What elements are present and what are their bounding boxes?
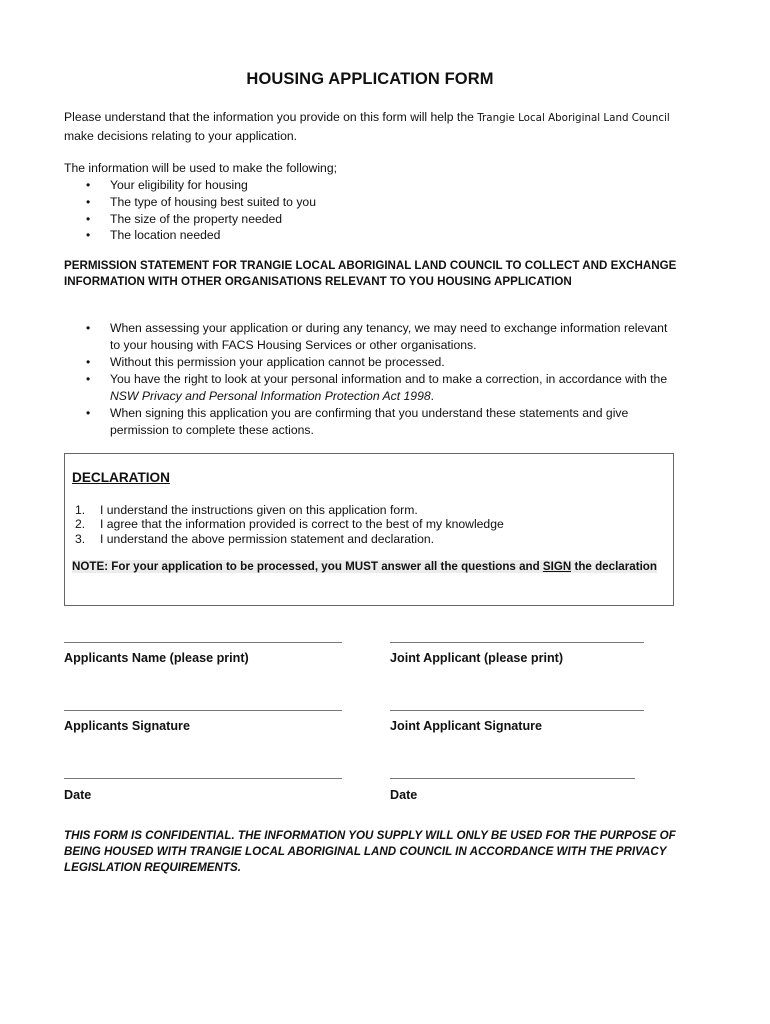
intro-org-name: Trangie Local Aboriginal Land Council [477,112,670,124]
applicant-name-label: Applicants Name (please print) [64,651,249,665]
list-item [64,371,674,405]
list-text: I agree that the information provided is correct to the best of my knowledge [100,517,504,532]
list-text: I understand the instructions given on this application form. [100,503,418,517]
joint-name-label: Joint Applicant (please print) [390,651,564,665]
confidentiality-notice: THIS FORM IS CONFIDENTIAL. THE INFORMATION YOU SUPPLY WILL ONLY BE USED FOR THE PURPOSE OF BEING HOUSED WITH TRANGIE LOCAL ABORIGINAL LAND COUNCIL IN ACCORDANCE WITH THE PRIVACY LEGISLATION REQUIREMENTS. [64,829,676,874]
note-text-1: NOTE: For your application to be processed, you MUST answer all the questions and [72,560,543,573]
applicant-signature-line[interactable] [64,710,342,711]
permission-item3-text-2: . [430,388,435,403]
applicant-date-label: Date [64,788,92,802]
list-item: • The size of the property needed [64,211,674,228]
permission-list [64,320,674,439]
list-item [72,503,662,517]
list-item: • When signing this application you are confirming that you understand these statements and give permission to complete these actions. [64,405,674,439]
list-item [72,532,662,546]
permission-item3-text-1: You have the right to look at your personal information and to make a correction, in accordance with the [110,372,668,387]
declaration-box [64,453,674,606]
applicant-date-line[interactable] [64,778,342,779]
list-item: • The type of housing best suited to you [64,194,674,211]
joint-date-line[interactable] [390,778,635,779]
form-title: HOUSING APPLICATION FORM [246,70,494,88]
joint-signature-line[interactable] [390,710,644,711]
joint-signature-label: Joint Applicant Signature [390,719,543,733]
list-item [72,517,662,531]
list-number: 2. [75,517,86,532]
list-item: • When assessing your application or during any tenancy, we may need to exchange information relevant to your housing with FACS Housing Services or other organisations. [64,320,674,354]
intro-text-1: Please understand that the information you provide on this form will help the [64,110,478,124]
note-sign-word: SIGN [542,560,572,573]
declaration-list [72,503,662,546]
list-item: • Without this permission your application cannot be processed. [64,354,674,371]
permission-heading: PERMISSION STATEMENT FOR TRANGIE LOCAL ABORIGINAL LAND COUNCIL TO COLLECT AND EXCHANGE INFORMATION WITH OTHER ORGANISATIONS RELEVANT TO YOU HOUSING APPLICATION [64,259,677,288]
list-item: • Your eligibility for housing [64,177,674,194]
declaration-title: DECLARATION [72,470,170,485]
privacy-act-name: NSW Privacy and Personal Information Protection Act 1998 [110,388,431,403]
list-text: I understand the above permission statement and declaration. [100,531,435,546]
applicant-name-line[interactable] [64,642,342,643]
intro-text-2: make decisions relating to your application. [64,129,298,143]
note-text-2: the declaration [571,560,657,573]
list-number: 1. [75,503,86,517]
list-item: • The location needed [64,227,674,244]
joint-date-label: Date [390,788,418,802]
applicant-signature-label: Applicants Signature [64,719,190,733]
uses-list [64,177,674,244]
uses-lead: The information will be used to make the following; [64,161,338,175]
intro-paragraph [64,108,674,145]
list-number: 3. [75,531,86,546]
joint-name-line[interactable] [390,642,644,643]
declaration-note [72,560,662,575]
